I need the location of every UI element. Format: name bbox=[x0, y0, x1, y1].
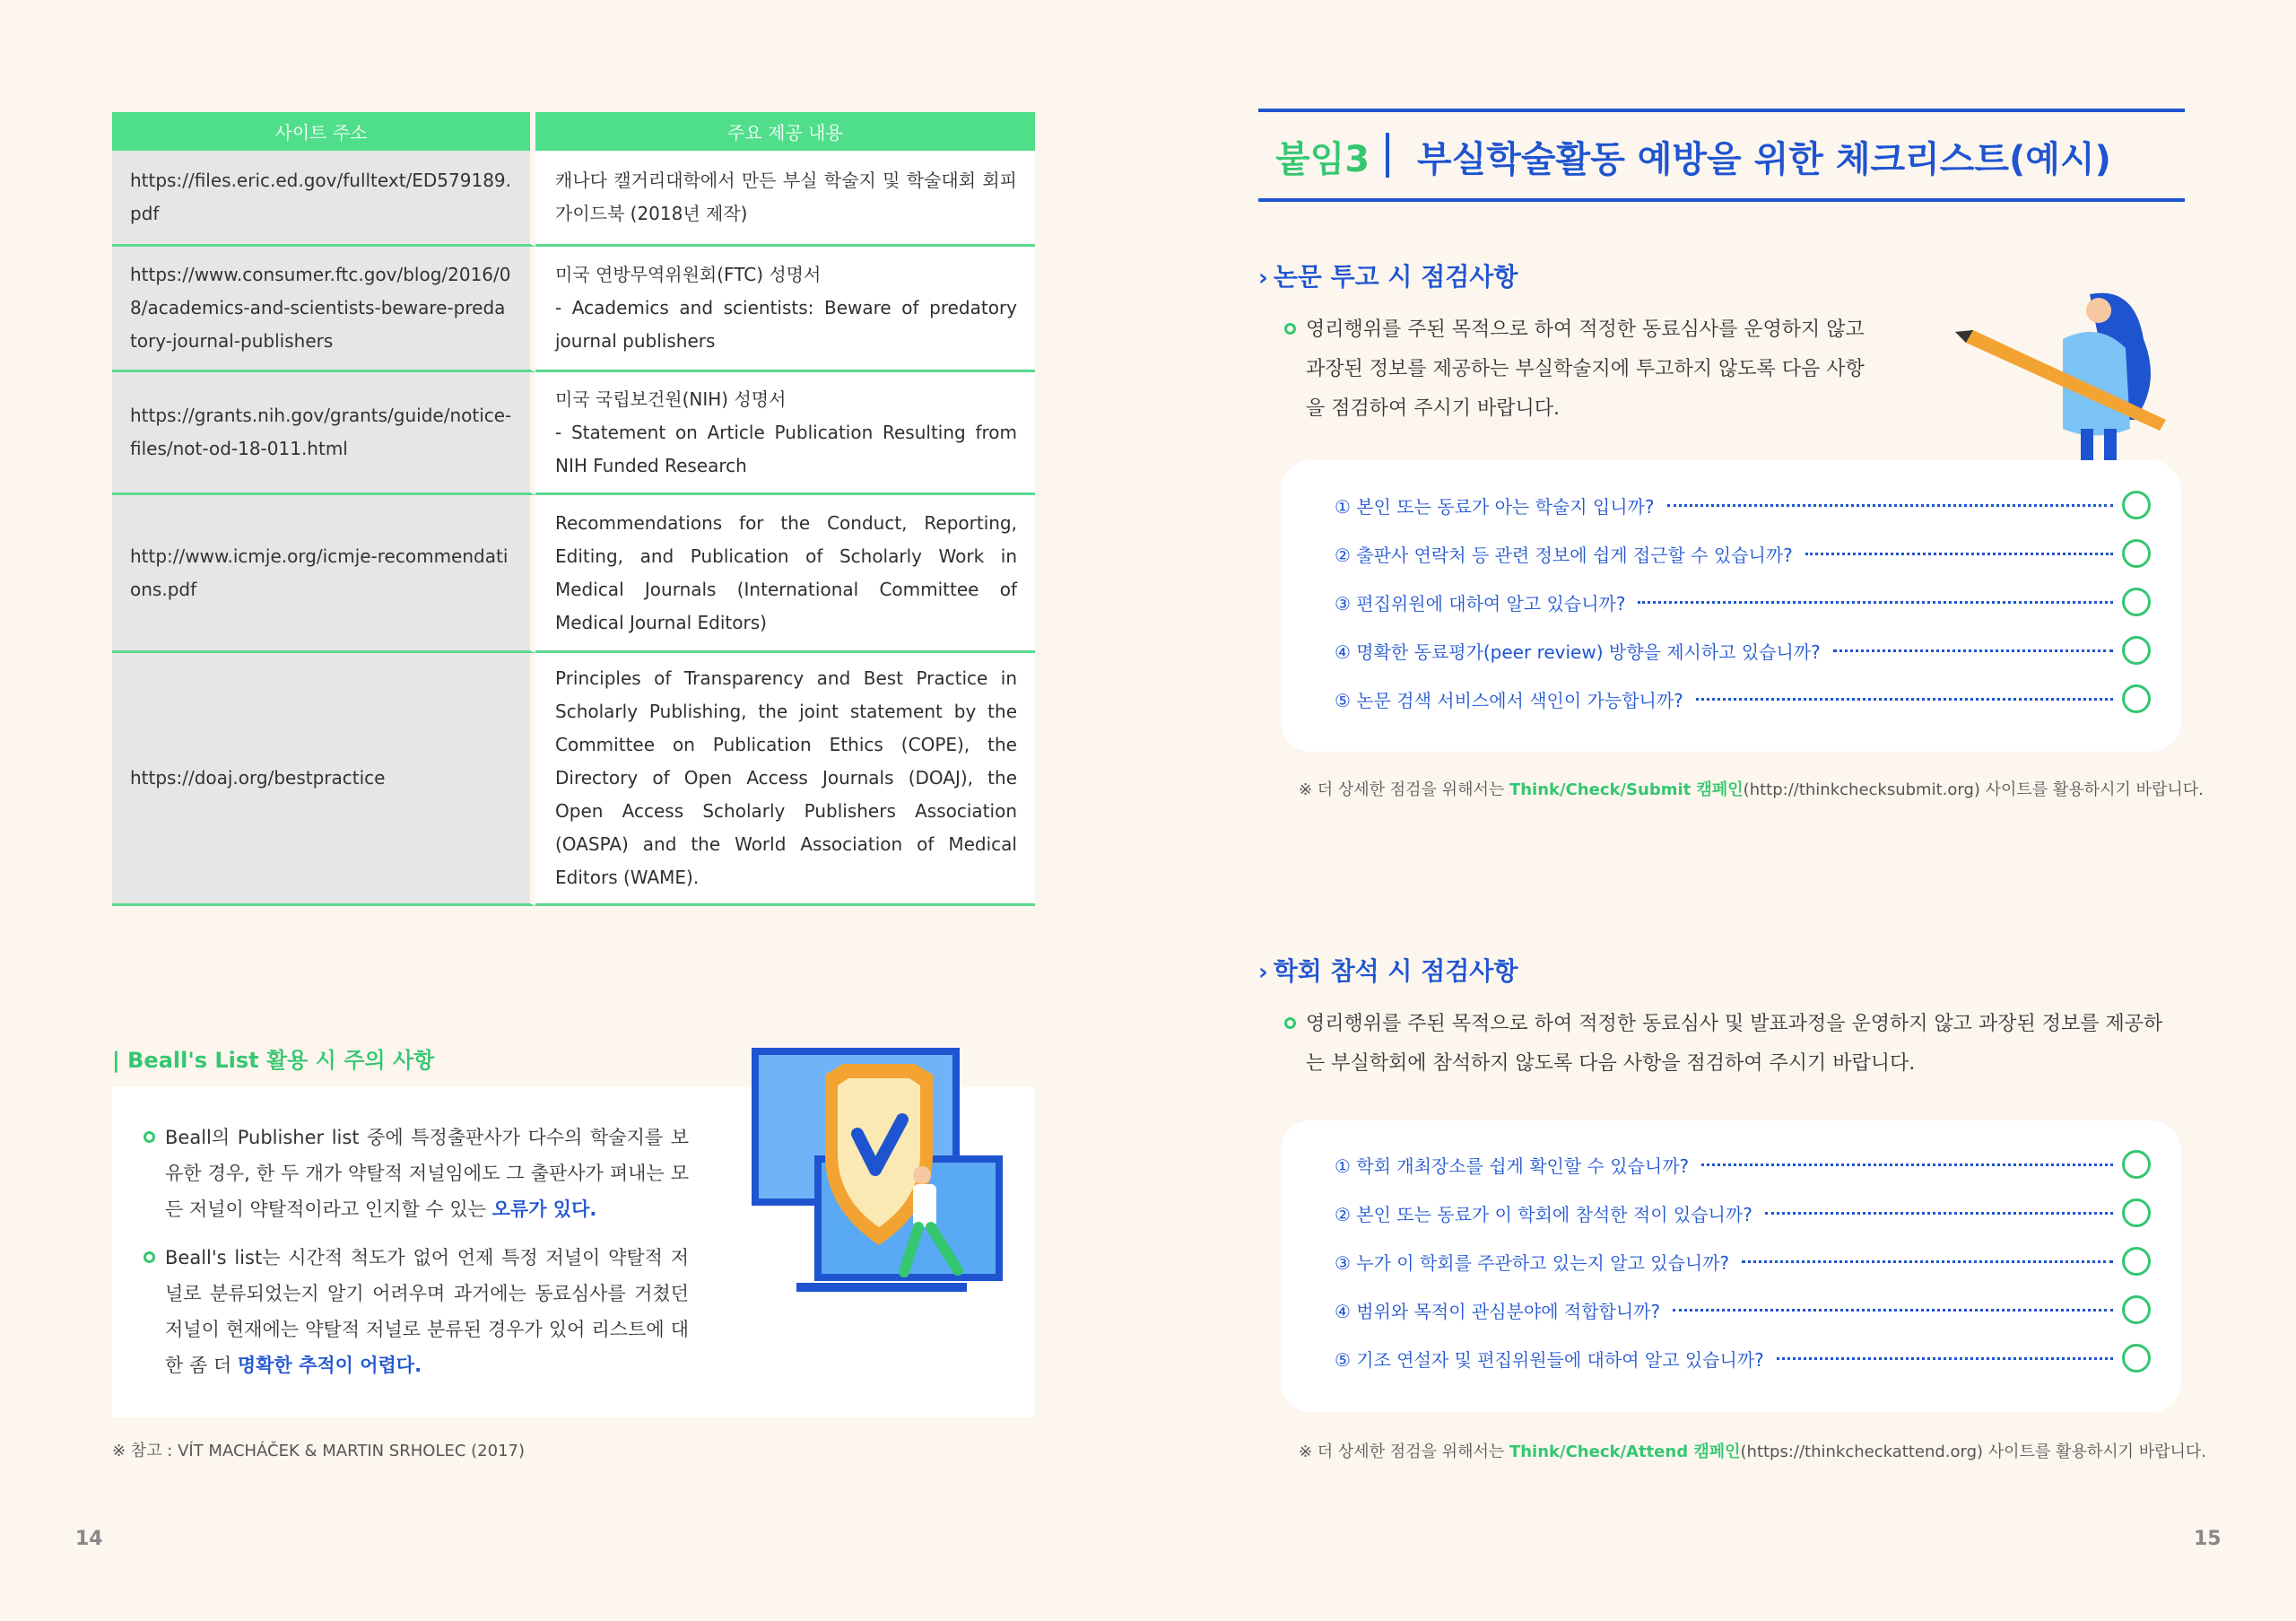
dotted-leader bbox=[1638, 601, 2113, 604]
table-row bbox=[112, 247, 1035, 372]
description-line: 미국 국립보건원(NIH) 성명서 bbox=[555, 388, 787, 410]
checklist-item[interactable] bbox=[1335, 1340, 2151, 1376]
check-circle-icon[interactable] bbox=[2122, 491, 2151, 519]
bealls-caution-list bbox=[142, 1120, 689, 1396]
campaign-note-submit bbox=[1299, 777, 2204, 800]
chevron-right-icon: › bbox=[1258, 265, 1268, 292]
description-subline: - Academics and scientists: Beware of predatory journal publishers bbox=[555, 297, 1017, 352]
section-title-paper-submission bbox=[1258, 257, 1518, 293]
site-url: https://files.eric.ed.gov/fulltext/ED579189.pdf bbox=[112, 151, 535, 247]
table-row bbox=[112, 495, 1035, 653]
checklist-item[interactable] bbox=[1335, 681, 2151, 717]
list-item bbox=[142, 1240, 689, 1383]
description-subline: - Statement on Article Publication Resulting from NIH Funded Research bbox=[555, 421, 1017, 476]
bealls-list-title: | Beall's List 활용 시 주의 사항 bbox=[112, 1048, 435, 1073]
checklist-question: ① 학회 개최장소를 쉽게 확인할 수 있습니까? bbox=[1335, 1155, 1690, 1177]
shield-check-illustration bbox=[743, 1048, 1012, 1312]
section-title-text: 논문 투고 시 점검사항 bbox=[1273, 262, 1518, 292]
checklist-item[interactable] bbox=[1335, 1243, 2151, 1279]
site-url: http://www.icmje.org/icmje-recommendations.pdf bbox=[112, 495, 535, 653]
site-description bbox=[535, 151, 1035, 247]
checklist-question: ⑤ 논문 검색 서비스에서 색인이 가능합니까? bbox=[1335, 689, 1683, 711]
site-description bbox=[535, 247, 1035, 372]
dotted-leader bbox=[1777, 1357, 2113, 1360]
person-pencil-illustration bbox=[1946, 285, 2170, 465]
table-row bbox=[112, 653, 1035, 906]
site-url: https://www.consumer.ftc.gov/blog/2016/08/academics-and-scientists-beware-predatory-journal-publishers bbox=[112, 247, 535, 372]
checklist-title: 부실학술활동 예방을 위한 체크리스트(예시) bbox=[1417, 139, 2111, 180]
header-main-content: 주요 제공 내용 bbox=[535, 112, 1035, 151]
leg-icon bbox=[2081, 429, 2093, 465]
leg-icon bbox=[2104, 429, 2117, 465]
caution-highlight: 오류가 있다. bbox=[491, 1198, 597, 1220]
dotted-leader bbox=[1673, 1309, 2113, 1312]
header-site-address: 사이트 주소 bbox=[112, 112, 535, 151]
person-head-icon bbox=[913, 1166, 931, 1184]
check-circle-icon[interactable] bbox=[2122, 1198, 2151, 1227]
checklist-question: ⑤ 기조 연설자 및 편집위원들에 대하여 알고 있습니까? bbox=[1335, 1348, 1764, 1371]
checklist-item[interactable] bbox=[1335, 536, 2151, 571]
checklist-question: ① 본인 또는 동료가 아는 학술지 입니까? bbox=[1335, 495, 1655, 518]
checklist-question: ③ 누가 이 학회를 주관하고 있는지 알고 있습니까? bbox=[1335, 1251, 1730, 1274]
note-prefix: ※ 더 상세한 점검을 위해서는 bbox=[1299, 780, 1509, 799]
site-description bbox=[535, 495, 1035, 653]
table-row bbox=[112, 151, 1035, 247]
caution-highlight: 명확한 추적이 어렵다. bbox=[237, 1355, 422, 1376]
page-number-right: 15 bbox=[2194, 1528, 2222, 1550]
checklist-question: ④ 범위와 목적이 관심분야에 적합합니까? bbox=[1335, 1300, 1661, 1322]
check-circle-icon[interactable] bbox=[2122, 1295, 2151, 1324]
site-description bbox=[535, 653, 1035, 906]
page-number-left: 14 bbox=[75, 1528, 103, 1550]
note-prefix: ※ 더 상세한 점검을 위해서는 bbox=[1299, 1442, 1509, 1461]
section-title-text: 학회 참석 시 점검사항 bbox=[1273, 956, 1518, 986]
reference-note: ※ 참고 : VÍT MACHÁČEK & MARTIN SRHOLEC (2017) bbox=[112, 1442, 525, 1460]
checklist-item[interactable] bbox=[1335, 487, 2151, 523]
intro-text: 영리행위를 주된 목적으로 하여 적정한 동료심사 및 발표과정을 운영하지 않고 과장된 정보를 제공하는 부실학회에 참석하지 않도록 다음 사항을 점검하여 주시기 바랍니다. bbox=[1306, 1013, 2163, 1075]
campaign-note-attend bbox=[1299, 1439, 2206, 1462]
appendix-tag: 붙임3 bbox=[1275, 139, 1370, 180]
check-circle-icon[interactable] bbox=[2122, 1247, 2151, 1276]
campaign-link[interactable]: Think/Check/Attend 캠페인 bbox=[1509, 1442, 1741, 1461]
section-intro-conference bbox=[1281, 1005, 2178, 1084]
section-intro-paper bbox=[1281, 310, 1873, 429]
monitor-stand-icon bbox=[796, 1283, 967, 1292]
description-line: Recommendations for the Conduct, Reporting, Editing, and Publication of Scholarly Work in Medical Journals (International Committee of Medical Journal Editors) bbox=[555, 511, 1017, 633]
dotted-leader bbox=[1696, 698, 2113, 701]
heading-divider bbox=[1386, 133, 1389, 178]
description-line: 캐나다 캘거리대학에서 만든 부실 학술지 및 학술대회 회피 가이드북 (2018년 제작) bbox=[555, 170, 1017, 224]
check-circle-icon[interactable] bbox=[2122, 588, 2151, 616]
check-circle-icon[interactable] bbox=[2122, 539, 2151, 568]
checklist-item[interactable] bbox=[1335, 1146, 2151, 1182]
site-url: https://doaj.org/bestpractice bbox=[112, 653, 535, 906]
checklist-item[interactable] bbox=[1335, 584, 2151, 620]
check-circle-icon[interactable] bbox=[2122, 1344, 2151, 1373]
checklist-item[interactable] bbox=[1335, 1292, 2151, 1328]
description-line: Principles of Transparency and Best Practice in Scholarly Publishing, the joint statement by the Committee on Publication Ethics (COPE), the Directory of Open Access Journals (DOAJ), the Open Access Scholarly Publishers Association (OASPA) and the World Association of Medical Editors (WAME). bbox=[555, 667, 1017, 888]
checklist-question: ③ 편집위원에 대하여 알고 있습니까? bbox=[1335, 592, 1626, 614]
section-title-conference bbox=[1258, 952, 1518, 988]
check-circle-icon[interactable] bbox=[2122, 1150, 2151, 1179]
table-row bbox=[112, 372, 1035, 495]
caution-text: Beall의 Publisher list 중에 특정출판사가 다수의 학술지를 보유한 경우, 한 두 개가 약탈적 저널임에도 그 출판사가 펴내는 모든 저널이 약탈적이라고 인지할 수 있는 bbox=[165, 1127, 689, 1220]
table-header-row bbox=[112, 112, 1035, 151]
check-circle-icon[interactable] bbox=[2122, 636, 2151, 665]
site-description bbox=[535, 372, 1035, 495]
person-body-icon bbox=[913, 1184, 936, 1227]
bullet-icon bbox=[1284, 323, 1296, 335]
head-icon bbox=[2086, 298, 2111, 323]
caution-text: Beall's list는 시간적 척도가 없어 언제 특정 저널이 약탈적 저널로 분류되었는지 알기 어려우며 과거에는 동료심사를 거쳤던 저널이 현재에는 약탈적 저널로 분류된 경우가 있어 리스트에 대한 좀 더 bbox=[165, 1247, 689, 1376]
dotted-leader bbox=[1742, 1260, 2113, 1263]
right-page bbox=[1148, 0, 2296, 1621]
checklist-item[interactable] bbox=[1335, 1195, 2151, 1231]
dotted-leader bbox=[1833, 649, 2113, 652]
description-line: 미국 연방무역위원회(FTC) 성명서 bbox=[555, 264, 822, 285]
bullet-icon bbox=[1284, 1017, 1296, 1029]
note-suffix: (https://thinkcheckattend.org) 사이트를 활용하시기 바랍니다. bbox=[1740, 1442, 2206, 1461]
note-suffix: (http://thinkchecksubmit.org) 사이트를 활용하시기 바랍니다. bbox=[1743, 780, 2204, 799]
bullet-icon bbox=[144, 1131, 155, 1143]
site-reference-table bbox=[112, 112, 1035, 906]
checklist-question: ② 본인 또는 동료가 이 학회에 참석한 적이 있습니까? bbox=[1335, 1203, 1752, 1225]
dotted-leader bbox=[1805, 553, 2113, 555]
bullet-icon bbox=[144, 1251, 155, 1263]
check-circle-icon[interactable] bbox=[2122, 684, 2151, 713]
campaign-link[interactable]: Think/Check/Submit 캠페인 bbox=[1509, 780, 1744, 799]
chevron-right-icon: › bbox=[1258, 959, 1268, 986]
checklist-question: ④ 명확한 동료평가(peer review) 방향을 제시하고 있습니까? bbox=[1335, 641, 1821, 663]
checklist-item[interactable] bbox=[1335, 632, 2151, 668]
dotted-leader bbox=[1701, 1163, 2113, 1166]
checklist-question: ② 출판사 연락처 등 관련 정보에 쉽게 접근할 수 있습니까? bbox=[1335, 544, 1793, 566]
dotted-leader bbox=[1765, 1212, 2113, 1215]
dotted-leader bbox=[1667, 504, 2114, 507]
list-item bbox=[142, 1120, 689, 1227]
intro-text: 영리행위를 주된 목적으로 하여 적정한 동료심사를 운영하지 않고 과장된 정보를 제공하는 부실학술지에 투고하지 않도록 다음 사항을 점검하여 주시기 바랍니다. bbox=[1306, 318, 1865, 420]
site-url: https://grants.nih.gov/grants/guide/notice-files/not-od-18-011.html bbox=[112, 372, 535, 495]
